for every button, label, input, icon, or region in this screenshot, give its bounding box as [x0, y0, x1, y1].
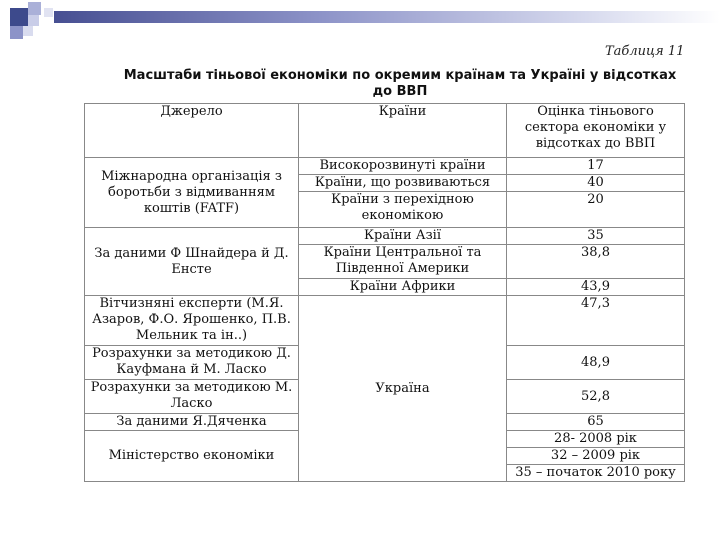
source-cell: Міжнародна організація з боротьби з відмиванням коштів (FATF)	[85, 158, 299, 228]
shadow-economy-table	[84, 103, 685, 482]
value-cell: 43,9	[507, 279, 685, 296]
table-row	[85, 228, 685, 245]
decor-square	[23, 26, 33, 36]
value-cell: 48,9	[507, 346, 685, 380]
decor-square	[44, 8, 53, 17]
table-row	[85, 158, 685, 175]
value-cell: 40	[507, 175, 685, 192]
value-cell: 20	[507, 192, 685, 228]
value-cell: 52,8	[507, 380, 685, 414]
value-cell: 35	[507, 228, 685, 245]
value-cell: 47,3	[507, 296, 685, 346]
top-gradient-bar	[54, 11, 720, 23]
ministry-value: 35 – початок 2010 року	[515, 465, 676, 480]
decor-square	[10, 26, 23, 39]
header-source: Джерело	[85, 104, 299, 158]
table-caption: Таблиця 11	[605, 44, 685, 59]
decor-square	[28, 2, 41, 15]
table-title: Масштаби тіньової економіки по окремим країнам та Україні у відсотках до ВВП	[123, 68, 677, 99]
source-cell: Розрахунки за методикою М. Ласко	[85, 380, 299, 414]
decor-square	[10, 8, 28, 26]
source-cell: Міністерство економіки	[85, 431, 299, 482]
value-cell: 65	[507, 414, 685, 431]
country-cell: Країни Азії	[299, 228, 507, 245]
header-row	[85, 104, 685, 158]
country-cell: Країни Африки	[299, 279, 507, 296]
source-cell: Розрахунки за методикою Д. Кауфмана й М. Ласко	[85, 346, 299, 380]
value-cell: 17	[507, 158, 685, 175]
country-cell: Країни Центральної та Південної Америки	[299, 245, 507, 279]
header-countries: Країни	[299, 104, 507, 158]
country-cell: Високорозвинуті країни	[299, 158, 507, 175]
source-cell: Вітчизняні експерти (М.Я. Азаров, Ф.О. Ярошенко, П.В. Мельник та ін..)	[85, 296, 299, 346]
country-cell: Країни, що розвиваються	[299, 175, 507, 192]
source-cell: За даними Я.Дяченка	[85, 414, 299, 431]
ukraine-cell: Україна	[299, 296, 507, 482]
ministry-value: 28- 2008 рік	[507, 431, 684, 448]
value-cell: 38,8	[507, 245, 685, 279]
ministry-values-cell	[507, 431, 685, 482]
header-estimate: Оцінка тіньового сектора економіки у відсотках до ВВП	[507, 104, 685, 158]
ministry-value: 32 – 2009 рік	[507, 448, 684, 465]
country-cell: Країни з перехідною економікою	[299, 192, 507, 228]
source-cell: За даними Ф Шнайдера й Д. Енсте	[85, 228, 299, 296]
decor-square	[28, 15, 39, 26]
table-row	[85, 296, 685, 346]
